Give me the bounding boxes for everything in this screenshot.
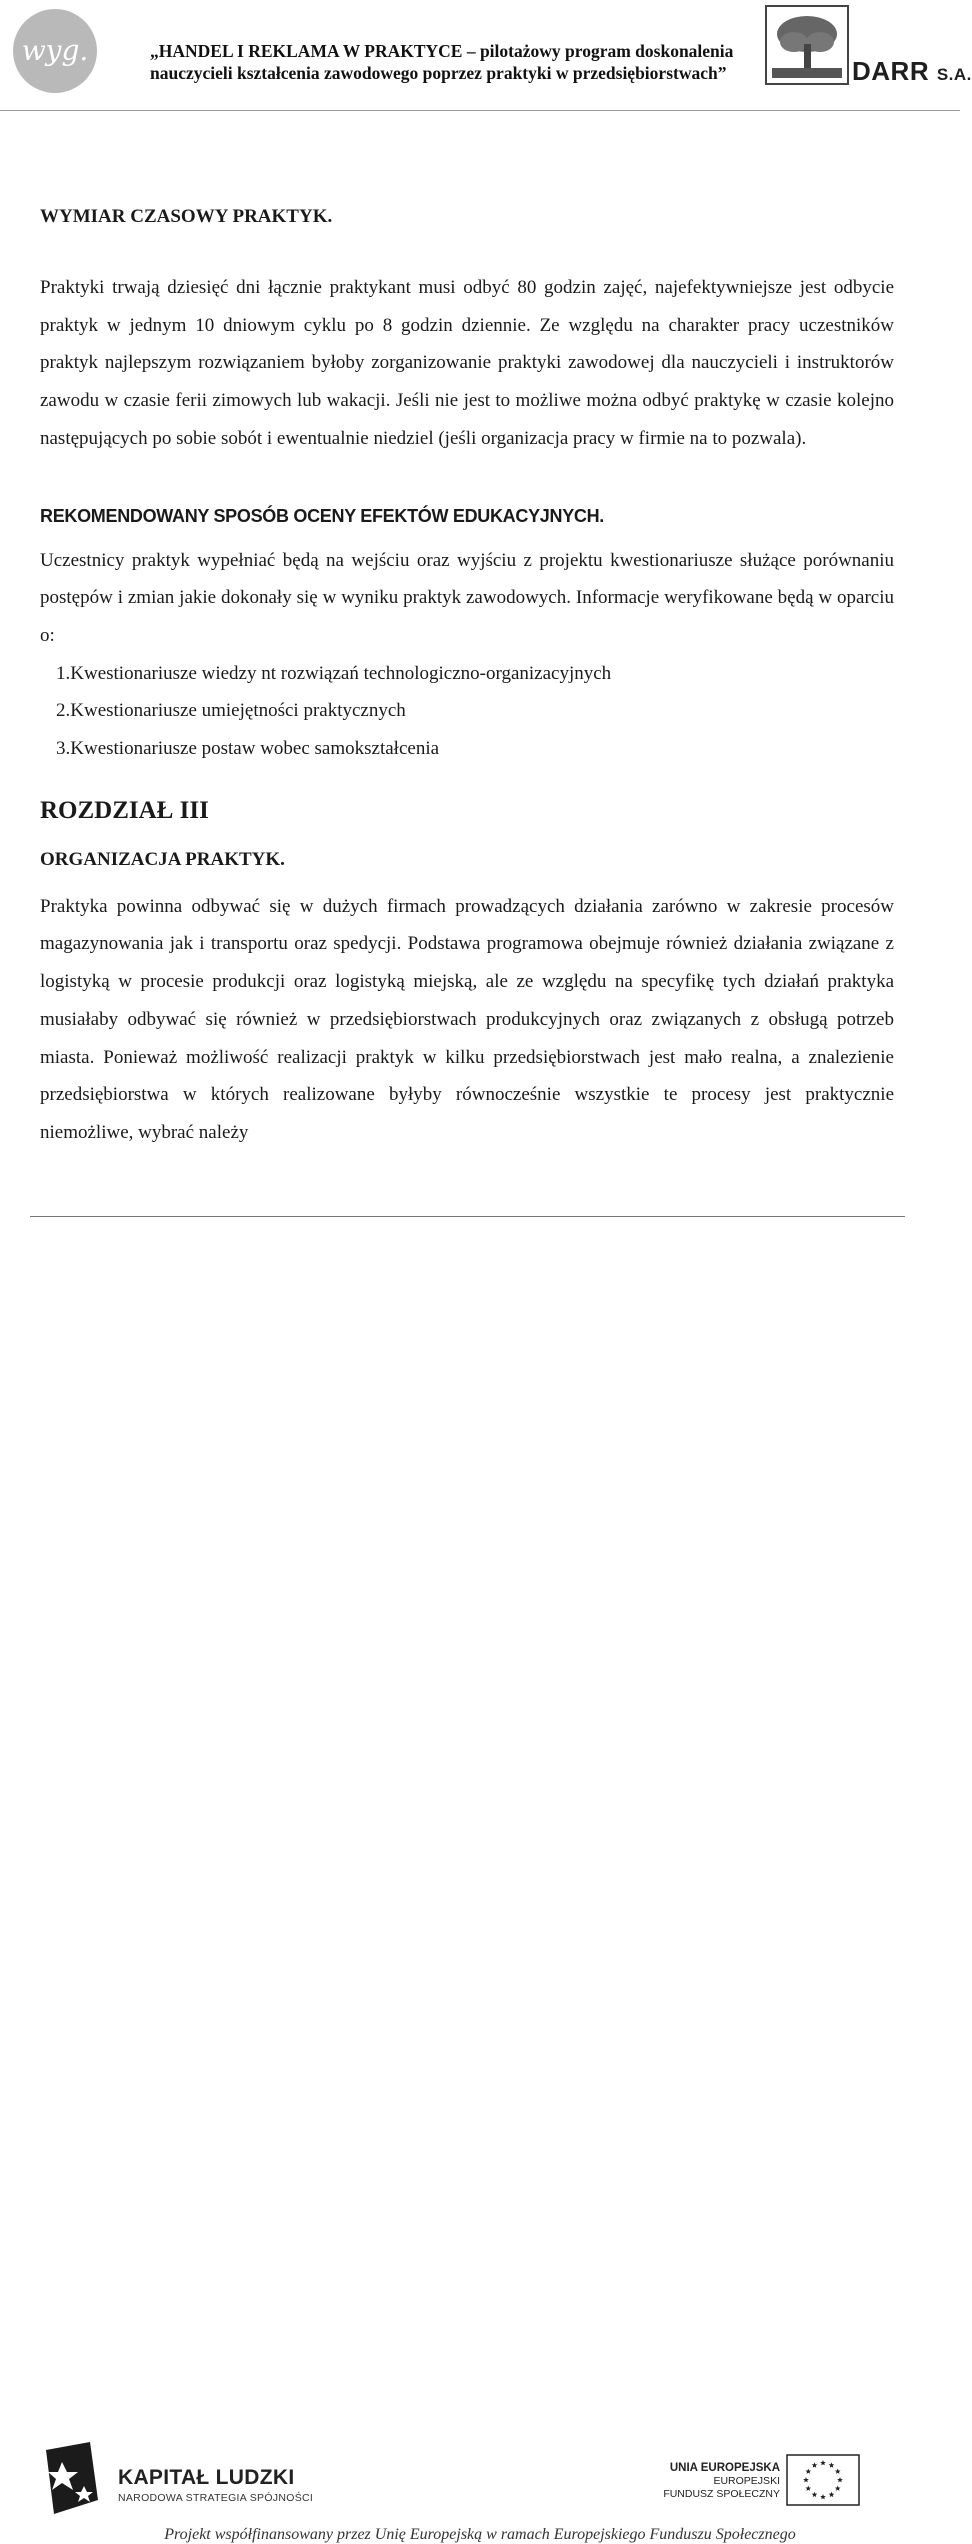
darr-logo-name: DARR <box>852 56 930 86</box>
paragraph-evaluation: Uczestnicy praktyk wypełniać będą na wejściu oraz wyjściu z projektu kwestionariusze służące porównaniu postępów i zmian jakie dokonały się w wyniku praktyk zawodowych. Informacje weryfikowane będą w oparciu o: <box>40 549 894 646</box>
list-item: 1.Kwestionariusze wiedzy nt rozwiązań technologiczno-organizacyjnych <box>56 662 612 684</box>
eu-line1: UNIA EUROPEJSKA <box>669 2462 780 2474</box>
darr-logo-suffix: S.A. <box>936 65 972 84</box>
darr-logo-text <box>852 56 972 87</box>
header-title-line2: nauczycieli kształcenia zawodowego poprzez praktyki w przedsiębiorstwach” <box>150 63 727 83</box>
questionnaire-list <box>40 655 894 768</box>
header-divider <box>0 110 960 111</box>
paragraph-organization: Praktyka powinna odbywać się w dużych firmach prowadzących działania zarówno w zakresie procesów magazynowania jak i transportu oraz spedycji. Podstawa programowa obejmuje również działania związane z logistyką w procesie produkcji oraz logistyką miejską, ale ze względu na specyfikę tych działań praktyka musiałaby odbywać się również w przedsiębiorstwach produkcyjnych oraz związanych z obsługą potrzeb miasta. Ponieważ możliwość realizacji praktyk w kilku przedsiębiorstwach jest mało realna, a znalezienie przedsiębiorstwa w których realizowane byłyby równocześnie wszystkie te procesy jest praktycznie niemożliwe, wybrać należy <box>40 895 894 1143</box>
cofinancing-note: Projekt współfinansowany przez Unię Europejską w ramach Europejskiego Funduszu Społecznego <box>164 2526 796 2543</box>
header-title-line1: „HANDEL I REKLAMA W PRAKTYCE – pilotażowy program doskonalenia <box>150 41 734 61</box>
paragraph-time: Praktyki trwają dziesięć dni łącznie praktykant musi odbyć 80 godzin zajęć, najefektywniejsze jest odbycie praktyk w jednym 10 dniowym cyklu po 8 godzin dziennie. Ze względu na charakter pracy uczestników praktyk najlepszym rozwiązaniem byłoby zorganizowanie praktyki zawodowej dla nauczycieli i instruktorów zawodu w czasie ferii zimowych lub wakacji. Jeśli nie jest to możliwe można odbyć praktykę w czasie kolejno następujących po sobie sobót i ewentualnie niedziel (jeśli organizacja pracy w firmie na to pozwala). <box>40 277 894 449</box>
eu-flag-icon <box>786 2454 860 2506</box>
eu-line2: EUROPEJSKI <box>713 2475 780 2487</box>
page-header <box>0 0 972 112</box>
eu-line3: FUNDUSZ SPOŁECZNY <box>663 2488 780 2500</box>
list-item: 2.Kwestionariusze umiejętności praktycznych <box>56 700 406 722</box>
eu-text-block <box>640 2462 780 2501</box>
wyg-logo-text: wyg. <box>21 34 89 67</box>
page-footer <box>0 1216 960 2543</box>
chapter-title: ROZDZIAŁ III <box>40 796 209 824</box>
section-heading-time: WYMIAR CZASOWY PRAKTYK. <box>40 206 333 227</box>
section-heading-evaluation: REKOMENDOWANY SPOSÓB OCENY EFEKTÓW EDUKACYJNYCH. <box>40 505 604 526</box>
kapital-ludzki-subtitle: NARODOWA STRATEGIA SPÓJNOŚCI <box>118 2492 314 2504</box>
header-title <box>150 40 750 84</box>
kapital-ludzki-logo-icon <box>40 2440 104 2520</box>
document-body <box>40 205 894 1152</box>
list-item: 3.Kwestionariusze postaw wobec samokształcenia <box>56 738 440 760</box>
wyg-logo-icon <box>12 8 98 94</box>
kapital-ludzki-title: KAPITAŁ LUDZKI <box>118 2466 295 2489</box>
section-heading-organization: ORGANIZACJA PRAKTYK. <box>40 848 285 870</box>
